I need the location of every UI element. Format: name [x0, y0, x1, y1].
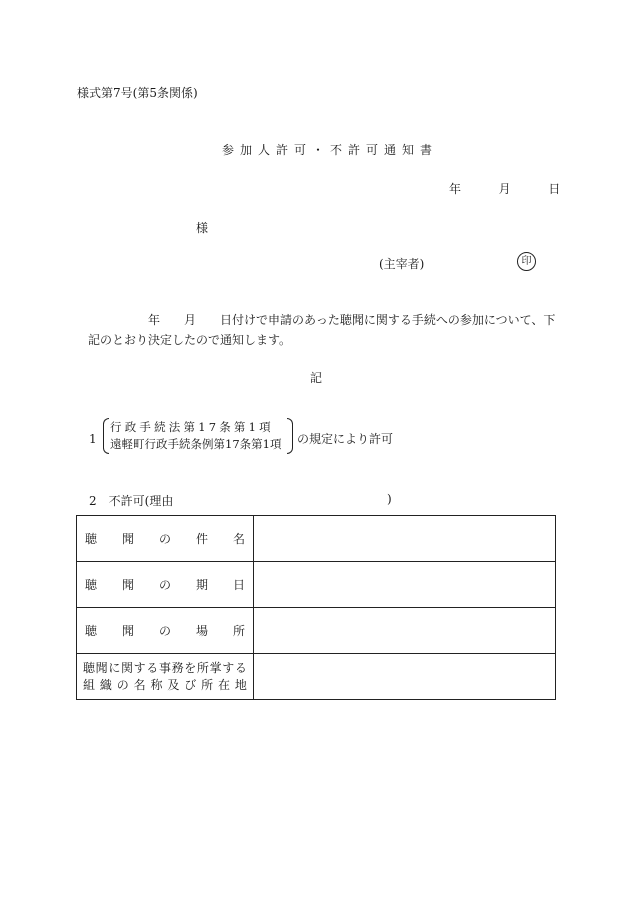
hearing-table — [76, 515, 556, 700]
label-char: を — [184, 660, 197, 675]
body-text-line1: 年 月 日付けで申請のあった聴聞に関する手続への参加について、下 — [148, 313, 556, 327]
value-hearing-subject[interactable] — [254, 516, 556, 562]
label-char: 聴 — [83, 660, 96, 675]
label-char: 聞 — [121, 624, 134, 638]
value-hearing-date[interactable] — [254, 562, 556, 608]
label-char: の — [116, 677, 129, 692]
label-char: 及 — [167, 677, 180, 692]
organizer-label: (主宰者) — [379, 257, 425, 271]
seal-mark: 印 — [517, 252, 536, 271]
table-row — [77, 516, 556, 562]
label-char: び — [184, 677, 197, 692]
table-row — [77, 608, 556, 654]
table-row — [77, 562, 556, 608]
body-text-line2: 記のとおり決定したので通知します。 — [88, 333, 292, 347]
label-char: 組 — [83, 677, 96, 692]
item2-text: 2 不許可(理由 — [89, 494, 174, 508]
left-bracket — [103, 418, 109, 454]
document-title: 参加人許可・不許可通知書 — [222, 143, 439, 157]
label-char: 名 — [232, 532, 245, 546]
label-char: 務 — [171, 660, 184, 675]
label-char: 事 — [158, 660, 171, 675]
date-month: 月 — [498, 182, 511, 196]
label-organization — [77, 654, 254, 700]
recipient-suffix: 様 — [196, 221, 209, 235]
label-char: る — [234, 660, 247, 675]
date-day: 日 — [548, 182, 561, 196]
label-char: に — [108, 660, 121, 675]
item1-number: 1 — [89, 432, 97, 446]
ki-heading: 記 — [310, 371, 323, 385]
label-char: 関 — [120, 660, 133, 675]
item1-law-b: 遠軽町行政手続条例第17条第1項 — [110, 437, 282, 451]
label-char: 聞 — [95, 660, 108, 675]
label-hearing-subject — [77, 516, 254, 562]
label-hearing-place — [77, 608, 254, 654]
label-char: 所 — [196, 660, 209, 675]
label-char: す — [133, 660, 146, 675]
label-char: 期 — [195, 578, 208, 592]
item1-tail: の規定により許可 — [297, 432, 394, 446]
label-char: 聴 — [85, 624, 98, 638]
label-char: 聞 — [121, 578, 134, 592]
label-char: の — [158, 532, 171, 546]
label-char: る — [146, 660, 159, 675]
label-char: 日 — [232, 578, 245, 592]
label-char: 件 — [195, 532, 208, 546]
label-char: の — [158, 578, 171, 592]
label-char: 所 — [201, 677, 214, 692]
label-char: 掌 — [209, 660, 222, 675]
label-char: 織 — [99, 677, 112, 692]
date-line — [449, 180, 560, 197]
label-char: 聞 — [121, 532, 134, 546]
label-hearing-date — [77, 562, 254, 608]
value-hearing-place[interactable] — [254, 608, 556, 654]
label-char: 所 — [232, 624, 245, 638]
table-row — [77, 654, 556, 700]
label-char: の — [158, 624, 171, 638]
item2-close-paren: ) — [387, 492, 392, 506]
label-char: 聴 — [85, 532, 98, 546]
label-char: 在 — [218, 677, 231, 692]
item1-law-a: 行政手続法第17条第1項 — [110, 420, 274, 434]
date-year: 年 — [449, 182, 462, 196]
label-char: す — [222, 660, 235, 675]
label-char: 地 — [234, 677, 247, 692]
value-organization[interactable] — [254, 654, 556, 700]
label-char: 場 — [195, 624, 208, 638]
label-char: 名 — [133, 677, 146, 692]
label-char: 聴 — [85, 578, 98, 592]
right-bracket — [287, 418, 293, 454]
form-code: 様式第7号(第5条関係) — [77, 86, 198, 100]
label-char: 称 — [150, 677, 163, 692]
